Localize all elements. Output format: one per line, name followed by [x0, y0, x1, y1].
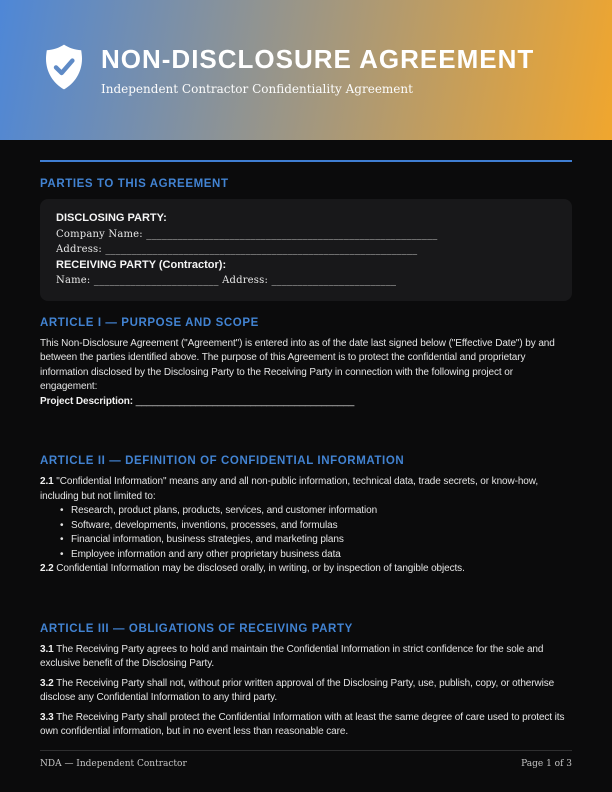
clause-3-2-text: The Receiving Party shall not, without prior written approval of the Disclosing Party, use, publish, copy, or otherwise disclose any Confidential Information to any third party.: [40, 677, 555, 703]
clause-2-2: [40, 562, 572, 577]
footer-document-name: NDA — Independent Contractor: [40, 759, 187, 769]
article2-heading: ARTICLE II — DEFINITION OF CONFIDENTIAL INFORMATION: [40, 455, 405, 467]
receiving-name-blank: ________________________: [93, 275, 219, 286]
article1-heading: ARTICLE I — PURPOSE AND SCOPE: [40, 316, 259, 329]
company-name-blank: ________________________________________________________: [146, 228, 438, 240]
shield-check-icon: [40, 43, 88, 91]
clause-3-1: [40, 643, 572, 672]
disclosing-address-line: [56, 242, 556, 258]
company-name-line: [56, 227, 556, 243]
clause-3-1-number: 3.1: [40, 643, 54, 655]
list-item: • Employee information and any other proprietary business data: [60, 548, 572, 563]
clause-3-1-text: The Receiving Party agrees to hold and maintain the Confidential Information in strict confidence for the sole and exclusive benefit of the Disclosing Party.: [40, 643, 544, 669]
clause-3-3: [40, 711, 572, 740]
article3-heading: ARTICLE III — OBLIGATIONS OF RECEIVING PARTY: [40, 622, 353, 635]
list-item: • Software, developments, inventions, processes, and formulas: [60, 519, 572, 534]
document-title: NON-DISCLOSURE AGREEMENT: [101, 44, 535, 74]
clause-2-1-number: 2.1: [40, 476, 54, 487]
clause-2-2-number: 2.2: [40, 563, 54, 574]
receiving-name-address-line: [56, 273, 556, 289]
header-rule: [40, 160, 572, 162]
project-description-line: [40, 395, 572, 410]
page-footer: [40, 750, 572, 769]
disclosing-address-label: Address:: [56, 244, 102, 255]
header-banner: [0, 0, 612, 140]
footer-page-number: Page 1 of 3: [521, 759, 572, 769]
receiving-address-label: Address:: [222, 275, 269, 286]
clause-3-3-text: The Receiving Party shall protect the Confidential Information with at least the same degree of care used to protect its own confidential information, but in no event less than reasonable care.: [40, 711, 565, 737]
page-content: [0, 160, 612, 740]
document-subtitle: Independent Contractor Confidentiality Agreement: [101, 82, 413, 96]
clause-2-2-text: Confidential Information may be disclosed orally, in writing, or by inspection of tangible objects.: [56, 563, 465, 574]
clause-3-2: [40, 677, 572, 706]
disclosing-party-label: DISCLOSING PARTY:: [56, 212, 167, 224]
parties-section-heading: PARTIES TO THIS AGREEMENT: [40, 178, 229, 190]
clause-2-1: [40, 475, 572, 504]
receiving-party-label: RECEIVING PARTY (Contractor):: [56, 258, 227, 271]
list-item: • Financial information, business strategies, and marketing plans: [60, 533, 572, 548]
disclosing-address-blank: ____________________________________________________________: [105, 244, 418, 255]
clause-3-2-number: 3.2: [40, 677, 54, 689]
receiving-name-label: Name:: [56, 275, 91, 286]
company-name-label: Company Name:: [56, 228, 143, 240]
header-text-block: [101, 44, 534, 96]
project-description-label: Project Description:: [40, 395, 134, 407]
clause-3-3-number: 3.3: [40, 711, 54, 723]
parties-box: [40, 199, 572, 301]
clause-2-1-text: "Confidential Information" means any and all non-public information, technical data, trade secrets, or know-how, including but not limited to:: [40, 476, 539, 502]
confidential-info-list: [40, 504, 572, 562]
project-description-blank: ________________________________________: [135, 395, 355, 407]
receiving-address-blank: ________________________: [271, 275, 397, 286]
list-item: • Research, product plans, products, services, and customer information: [60, 504, 572, 519]
article1-body: This Non-Disclosure Agreement ("Agreement") is entered into as of the date last signed below ("Effective Date") by and between the parties identified above. The purpose of this Agreement is to protect the confidential and proprietary information disclosed by the Disclosing Party to the Receiving Party in connection with the following project or engagement:: [40, 337, 555, 392]
